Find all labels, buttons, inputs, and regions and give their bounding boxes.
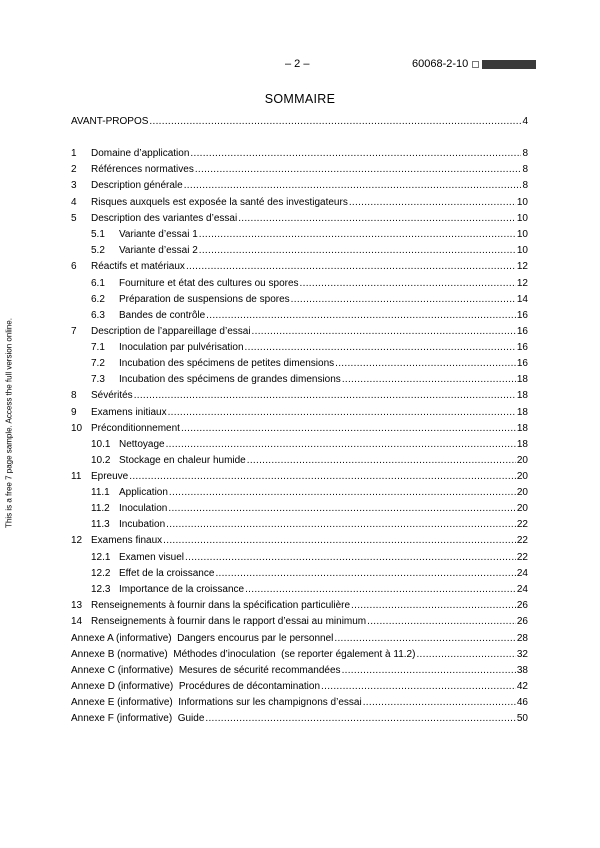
toc-entry (71, 665, 528, 676)
toc-entry (71, 535, 528, 546)
redaction-bar (482, 60, 536, 69)
toc-leader-dots (351, 600, 516, 611)
toc-leader-dots (195, 164, 522, 175)
toc-entry (71, 245, 528, 256)
toc-entry-page: 10 (516, 213, 528, 224)
toc-entry-title: Description des variantes d’essai (91, 213, 238, 224)
toc-entry-title: Incubation (119, 519, 166, 530)
toc-entry-title: Annexe D (informative) Procédures de décontamination (71, 681, 321, 692)
toc-entry-title: Application (119, 487, 168, 498)
toc-leader-dots (367, 616, 516, 627)
toc-entry-page: 26 (516, 616, 528, 627)
toc-entry (71, 342, 528, 353)
toc-entry (71, 471, 528, 482)
toc-entry-page: 8 (522, 148, 528, 159)
toc-leader-dots (342, 374, 516, 385)
toc-entry (71, 407, 528, 418)
toc-entry-page: 16 (516, 342, 528, 353)
toc-entry (71, 390, 528, 401)
toc-entry (71, 616, 528, 627)
toc-leader-dots (199, 245, 516, 256)
toc-entry-title: Variante d’essai 1 (119, 229, 198, 240)
toc-entry (71, 455, 528, 466)
toc-entry-number: 12.2 (91, 568, 111, 579)
toc-entry-page: 20 (516, 487, 528, 498)
toc-entry (71, 584, 528, 595)
toc-entry-page: 24 (516, 584, 528, 595)
toc-entry-number: 11.1 (91, 487, 110, 498)
toc-entry-page: 42 (516, 681, 528, 692)
toc-entry-page: 22 (516, 519, 528, 530)
sample-notice-text: This is a free 7 page sample. Access the full version online. (4, 318, 14, 528)
toc-entry-page: 50 (516, 713, 528, 724)
toc-entry (71, 503, 528, 514)
toc-leader-dots (166, 519, 516, 530)
toc-entry-title: Renseignements à fournir dans le rapport d’essai au minimum (91, 616, 367, 627)
page-title: SOMMAIRE (264, 92, 336, 106)
toc-entry-title: Annexe F (informative) Guide (71, 713, 205, 724)
toc-entry (71, 164, 528, 175)
toc-entry (71, 148, 528, 159)
toc-entry-title: Annexe B (normative) Méthodes d’inoculation (se reporter également à 11.2) (71, 649, 416, 660)
toc-entry (71, 600, 528, 611)
toc-entry (71, 697, 528, 708)
toc-entry-title: Stockage en chaleur humide (119, 455, 246, 466)
toc-entry-page: 46 (516, 697, 528, 708)
toc-entry (71, 261, 528, 272)
page-number: – 2 – (285, 58, 310, 70)
toc-entry-page: 10 (516, 245, 528, 256)
toc-entry-page: 38 (516, 665, 528, 676)
toc-entry-title: Fourniture et état des cultures ou spores (119, 278, 299, 289)
toc-entry-number: 6.3 (91, 310, 105, 321)
toc-entry-number: 4 (71, 197, 77, 208)
toc-entry-page: 14 (516, 294, 528, 305)
toc-entry-number: 6.2 (91, 294, 105, 305)
toc-entry-number: 7.3 (91, 374, 105, 385)
toc-entry-number: 10.2 (91, 455, 111, 466)
toc-entry-page: 22 (516, 552, 528, 563)
toc-entry (71, 649, 528, 660)
toc-entry-number: 3 (71, 180, 77, 191)
toc-entry (71, 326, 528, 337)
toc-leader-dots (245, 342, 516, 353)
toc-entry-title: Annexe A (informative) Dangers encourus par le personnel (71, 633, 334, 644)
toc-entry-number: 14 (71, 616, 83, 627)
toc-entry-title: Annexe C (informative) Mesures de sécurité recommandées (71, 665, 341, 676)
toc-entry-number: 12 (71, 535, 83, 546)
toc-leader-dots (335, 358, 516, 369)
toc-entry-number: 7 (71, 326, 77, 337)
toc-entry-title: Description de l’appareillage d’essai (91, 326, 251, 337)
toc-entry (71, 552, 528, 563)
toc-entry-number: 13 (71, 600, 83, 611)
toc-leader-dots (168, 407, 516, 418)
toc-leader-dots (321, 681, 516, 692)
toc-entry-number: 7.1 (91, 342, 105, 353)
toc-leader-dots (181, 423, 516, 434)
document-reference (412, 58, 536, 70)
toc-entry (71, 423, 528, 434)
document-ref-text: 60068-2-10 (412, 58, 469, 70)
toc-entry-title: Nettoyage (119, 439, 165, 450)
toc-entry-title: Epreuve (91, 471, 129, 482)
toc-entry-page: 16 (516, 310, 528, 321)
toc-entry-title: Incubation des spécimens de grandes dimensions (119, 374, 341, 385)
toc-entry (71, 197, 528, 208)
toc-leader-dots (186, 261, 516, 272)
toc-leader-dots (184, 180, 522, 191)
toc-entry (71, 487, 528, 498)
toc-entry (71, 180, 528, 191)
toc-entry-title: Importance de la croissance (119, 584, 245, 595)
sample-notice (3, 318, 15, 528)
toc-leader-dots (166, 439, 516, 450)
toc-entry-page: 18 (516, 407, 528, 418)
toc-leader-dots (199, 229, 516, 240)
toc-entry-title: AVANT-PROPOS (71, 116, 149, 127)
toc-entry (71, 310, 528, 321)
toc-entry-page: 12 (516, 261, 528, 272)
toc-leader-dots (363, 697, 516, 708)
toc-entry-number: 8 (71, 390, 77, 401)
toc-leader-dots (168, 503, 516, 514)
toc-entry-title: Domaine d’application (91, 148, 190, 159)
toc-leader-dots (247, 455, 516, 466)
toc-entry-title: Risques auxquels est exposée la santé des investigateurs (91, 197, 348, 208)
toc-leader-dots (185, 552, 516, 563)
toc-leader-dots (349, 197, 516, 208)
toc-entry-page: 16 (516, 326, 528, 337)
toc-entry-title: Références normatives (91, 164, 194, 175)
toc-entry-title: Inoculation par pulvérisation (119, 342, 244, 353)
toc-entry (71, 568, 528, 579)
toc-entry-title: Annexe E (informative) Informations sur les champignons d’essai (71, 697, 362, 708)
toc-entry-number: 5 (71, 213, 77, 224)
toc-entry-title: Inoculation (119, 503, 168, 514)
toc-entry-page: 8 (522, 180, 528, 191)
toc-entry-title: Variante d’essai 2 (119, 245, 198, 256)
toc-entry-page: 10 (516, 229, 528, 240)
toc-entry-number: 10.1 (91, 439, 111, 450)
toc-entry-page: 18 (516, 390, 528, 401)
toc-entry-title: Description générale (91, 180, 183, 191)
toc-entry-title: Préparation de suspensions de spores (119, 294, 290, 305)
toc-leader-dots (334, 633, 516, 644)
toc-leader-dots (205, 713, 515, 724)
toc-leader-dots (252, 326, 516, 337)
toc-entry (71, 519, 528, 530)
toc-entry-page: 28 (516, 633, 528, 644)
toc-entry (71, 439, 528, 450)
toc-leader-dots (416, 649, 515, 660)
toc-entry-number: 11 (71, 471, 82, 482)
toc-entry-page: 20 (516, 471, 528, 482)
toc-leader-dots (163, 535, 516, 546)
toc-entry-title: Réactifs et matériaux (91, 261, 185, 272)
toc-entry-page: 32 (516, 649, 528, 660)
toc-entry-page: 18 (516, 423, 528, 434)
toc-entry-number: 11.3 (91, 519, 110, 530)
toc-entry-title: Bandes de contrôle (119, 310, 206, 321)
toc-leader-dots (134, 390, 516, 401)
toc-entry-number: 10 (71, 423, 83, 434)
toc-entry-page: 20 (516, 503, 528, 514)
toc-leader-dots (169, 487, 516, 498)
toc-leader-dots (245, 584, 516, 595)
toc-entry-title: Incubation des spécimens de petites dimensions (119, 358, 335, 369)
toc-entry-page: 12 (516, 278, 528, 289)
toc-entry-page: 22 (516, 535, 528, 546)
toc-entry-number: 2 (71, 164, 77, 175)
toc-entry (71, 681, 528, 692)
toc-entry (71, 213, 528, 224)
toc-entry-title: Examen visuel (119, 552, 185, 563)
toc-entry-page: 26 (516, 600, 528, 611)
checkbox-icon (472, 61, 479, 68)
toc-entry (71, 633, 528, 644)
toc-entry (71, 358, 528, 369)
toc-entry-page: 10 (516, 197, 528, 208)
toc-leader-dots (215, 568, 515, 579)
toc-entry (71, 294, 528, 305)
toc-entry-title: Examens finaux (91, 535, 163, 546)
toc-leader-dots (206, 310, 516, 321)
toc-entry-number: 5.1 (91, 229, 105, 240)
toc-leader-dots (129, 471, 516, 482)
toc-entry-number: 11.2 (91, 503, 110, 514)
toc-entry-number: 9 (71, 407, 77, 418)
toc-entry (71, 713, 528, 724)
toc-entry-page: 18 (516, 439, 528, 450)
toc-leader-dots (149, 116, 521, 127)
toc-entry-title: Sévérités (91, 390, 133, 401)
toc-entry (71, 278, 528, 289)
toc-entry-page: 20 (516, 455, 528, 466)
toc-leader-dots (238, 213, 516, 224)
toc-entry-page: 18 (516, 374, 528, 385)
toc-entry-page: 4 (522, 116, 528, 127)
toc-entry-title: Préconditionnement (91, 423, 180, 434)
toc-leader-dots (342, 665, 516, 676)
toc-entry-number: 6.1 (91, 278, 105, 289)
toc-entry (71, 116, 528, 127)
toc-entry (71, 374, 528, 385)
toc-entry-number: 7.2 (91, 358, 105, 369)
toc-leader-dots (300, 278, 516, 289)
toc-entry-number: 12.3 (91, 584, 111, 595)
toc-entry-title: Renseignements à fournir dans la spécification particulière (91, 600, 351, 611)
toc-leader-dots (291, 294, 516, 305)
toc-entry-number: 1 (71, 148, 77, 159)
toc-entry (71, 229, 528, 240)
toc-entry-number: 5.2 (91, 245, 105, 256)
toc-entry-page: 24 (516, 568, 528, 579)
toc-entry-number: 12.1 (91, 552, 111, 563)
toc-leader-dots (190, 148, 521, 159)
toc-entry-page: 8 (522, 164, 528, 175)
toc-entry-title: Examens initiaux (91, 407, 167, 418)
toc-entry-title: Effet de la croissance (119, 568, 215, 579)
toc-entry-page: 16 (516, 358, 528, 369)
toc-entry-number: 6 (71, 261, 77, 272)
